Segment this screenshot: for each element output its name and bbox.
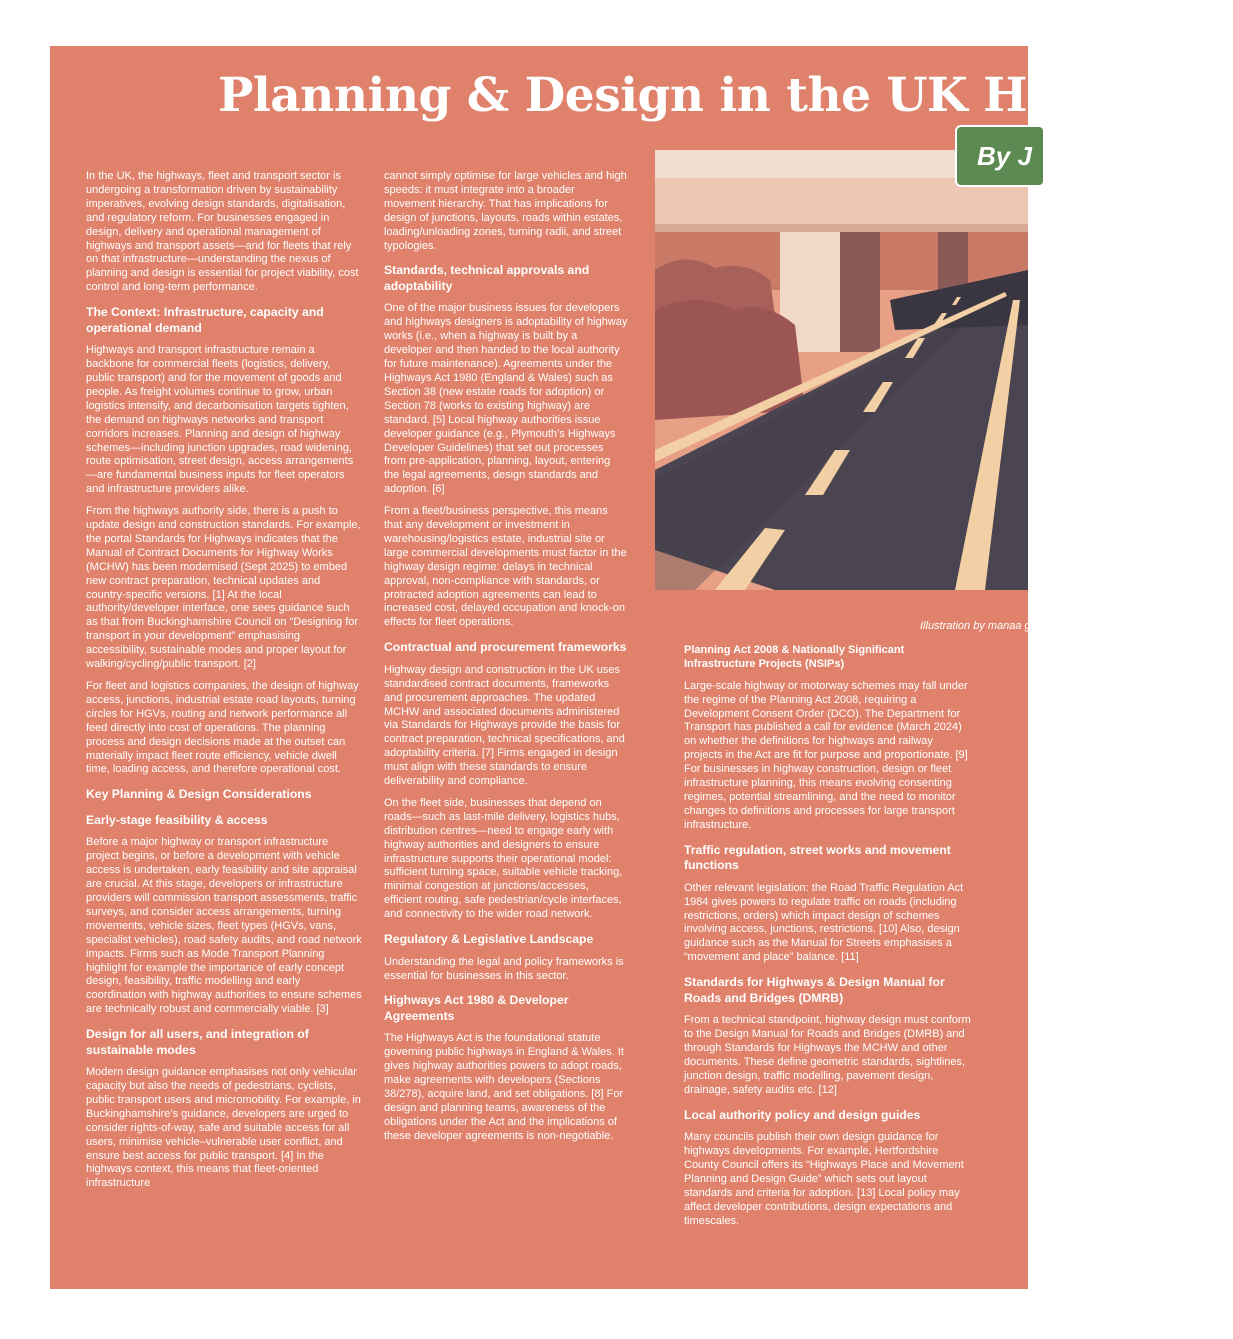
section-heading: Key Planning & Design Considerations: [86, 787, 312, 802]
column-2: [384, 170, 628, 1152]
section-heading: Local authority policy and design guides: [684, 1107, 921, 1122]
paragraph: Modern design guidance emphasises not only vehicular capacity but also the needs of pedestrians, cyclists, public transport users and micromobility. For example, in Buckinghamshire’s guidance, developers are urged to consider rights-of-way, safe and suitable access for all users, minimise vehicle–vulnerable user conflict, and ensure best access for public transport. [4] In the highways context, this means that fleet-oriented infrastructure: [86, 1066, 361, 1190]
section-heading: Traffic regulation, street works and movement functions: [684, 842, 951, 873]
paragraph: Other relevant legislation: the Road Traffic Regulation Act 1984 gives powers to regulate traffic on roads (including restrictions, orders) which impact design of schemes involving access, junctions, restrictions. [10] Also, design guidance such as the Manual for Streets emphasises a “movement and place” balance. [11]: [684, 881, 964, 964]
section-heading: Early-stage feasibility & access: [86, 812, 268, 827]
paragraph: For fleet and logistics companies, the design of highway access, junctions, industrial estate road layouts, turning circles for HGVs, routing and network performance all feed directly into cost of operations. The planning process and design decisions made at the outset can materially impact fleet route efficiency, vehicle dwell time, loading access, and therefore operational cost.: [86, 680, 359, 776]
column-3: [684, 620, 1031, 1236]
paragraph: From a fleet/business perspective, this means that any development or investment in warehousing/logistics estate, industrial site or large commercial developments must factor in the highway design regime: delays in technical approval, non-compliance with standards, or protracted adoption agreements can lead to increased cost, delayed occupation and knock-on effects for fleet operations.: [384, 505, 627, 629]
paragraph: Many councils publish their own design guidance for highways developments. For example, Hertfordshire County Council offers its “Highways Place and Movement Planning and Design Guide” which sets out layout standards and criteria for adoption. [13] Local policy may affect developer contributions, design expectations and timescales.: [684, 1131, 964, 1227]
paragraph: Highways and transport infrastructure remain a backbone for commercial fleets (logistics, delivery, public transport) and for the movement of goods and people. As freight volumes continue to grow, urban logistics intensify, and decarbonisation targets tighten, the demand on highways networks and transport corridors increases. Planning and design of highway schemes—including junction upgrades, road widening, route optimisation, street design, access arrangements—are fundamental business inputs for fleet operators and infrastructure providers alike.: [86, 344, 354, 496]
paragraph: From the highways authority side, there is a push to update design and construction standards. For example, the portal Standards for Highways indicates that the Manual of Contract Documents for Highway Works (MCHW) has been modernised (Sept 2025) to embed new contract preparation, technical updates and country-specific versions. [1] At the local authority/developer interface, one sees guidance such as that from Buckinghamshire Council on “Designing for transport in your development” emphasising accessibility, sustainable modes and proper layout for walking/cycling/public transport. [2]: [86, 505, 361, 671]
paragraph: Before a major highway or transport infrastructure project begins, or before a development with vehicle access is undertaken, early feasibility and site appraisal are crucial. At this stage, developers or infrastructure providers will commission transport assessments, traffic surveys, and consider access arrangements, turning movements, vehicle sizes, fleet types (HGVs, vans, specialist vehicles), road safety audits, and road network impacts. Firms such as Mode Transport Planning highlight for example the importance of early concept design, feasibility, traffic modelling and early coordination with highway authorities to ensure schemes are technically robust and commercially viable. [3]: [86, 836, 362, 1016]
section-heading: Planning Act 2008 & Nationally Significant Infrastructure Projects (NSIPs): [684, 643, 905, 670]
section-heading: Standards for Highways & Design Manual for Roads and Bridges (DMRB): [684, 975, 945, 1005]
section-heading: Regulatory & Legislative Landscape: [384, 932, 594, 947]
column-1: [86, 170, 362, 1199]
illustration-caption: Illustration by manaa g: [920, 620, 1031, 632]
section-heading: Design for all users, and integration of sustainable modes: [86, 1027, 309, 1057]
paragraph: cannot simply optimise for large vehicles and high speeds: it must integrate into a broader movement hierarchy. That has implications for design of junctions, layouts, roads within estates, loading/unloading zones, turning radii, and street typologies.: [384, 170, 627, 252]
section-heading: The Context: Infrastructure, capacity and operational demand: [86, 305, 324, 335]
paragraph: The Highways Act is the foundational statute governing public highways in England & Wales. It gives highway authorities powers to adopt roads, make agreements with developers (Sections 38/278), acquire land, and set obligations. [8] For design and planning teams, awareness of the obligations under the Act and the implications of these developer agreements is non-negotiable.: [384, 1032, 624, 1142]
paragraph: Understanding the legal and policy frameworks is essential for businesses in this sector.: [384, 955, 624, 982]
highway-illustration: [655, 150, 1028, 590]
section-heading: Highways Act 1980 & Developer Agreements: [384, 993, 569, 1023]
paragraph: From a technical standpoint, highway design must conform to the Design Manual for Roads and Bridges (DMRB) and through Standards for Highways the MCHW and other documents. These define geometric standards, sightlines, junction design, traffic modelling, pavement design, drainage, safety audits etc. [12]: [684, 1014, 971, 1096]
paragraph: One of the major business issues for developers and highways designers is adoptability of highway works (i.e., when a highway is built by a developer and then handed to the local authority for future maintenance). Agreements under the Highways Act 1980 (England & Wales) such as Section 38 (new estate roads for adoption) or Section 78 (works to existing highway) are standard. [5] Local highway authorities issue developer guidance (e.g., Plymouth’s Highways Developer Guidelines) that set out processes from pre-application, planning, layout, entering the legal agreements, design standards and adoption. [6]: [384, 302, 628, 496]
paragraph: In the UK, the highways, fleet and transport sector is undergoing a transformation driven by sustainability imperatives, evolving design standards, digitalisation, and regulatory reform. For businesses engaged in design, delivery and operational management of highways and transport assets—and for fleets that rely on that infrastructure—understanding the nexus of planning and design is essential for project viability, cost control and long-term performance.: [86, 170, 359, 294]
article-page: [50, 46, 1233, 1289]
paragraph: On the fleet side, businesses that depend on roads—such as last-mile delivery, logistics hubs, distribution centres—need to engage early with highway authorities and designers to ensure infrastructure supports their operational model: sufficient turning space, suitable vehicle tracking, minimal congestion at junctions/accesses, efficient routing, safe pedestrian/cycle interfaces, and connectivity to the wider road network.: [384, 796, 623, 921]
section-heading: Contractual and procurement frameworks: [384, 640, 627, 655]
paragraph: Highway design and construction in the UK uses standardised contract documents, frameworks and procurement approaches. The updated MCHW and associated documents administered via Standards for Highways provide the basis for contract preparation, technical specifications, and adoptability criteria. [7] Firms engaged in design must align with these standards to ensure deliverability and compliance.: [384, 663, 625, 788]
byline-tag: By J: [955, 125, 1045, 187]
paragraph: Large-scale highway or motorway schemes may fall under the regime of the Planning Act 2008, requiring a Development Consent Order (DCO). The Department for Transport has published a call for evidence (March 2024) on whether the definitions for highways and railway projects in the Act are fit for purpose and proportionate. [9] For businesses in highway construction, design or fleet infrastructure planning, this means evolving consenting regimes, potential streamlining, and the need to monitor changes to definitions and processes for large transport infrastructure.: [684, 679, 968, 831]
article-title: Planning & Design in the UK Highways: [218, 68, 1233, 123]
section-heading: Standards, technical approvals and adoptability: [384, 263, 590, 293]
